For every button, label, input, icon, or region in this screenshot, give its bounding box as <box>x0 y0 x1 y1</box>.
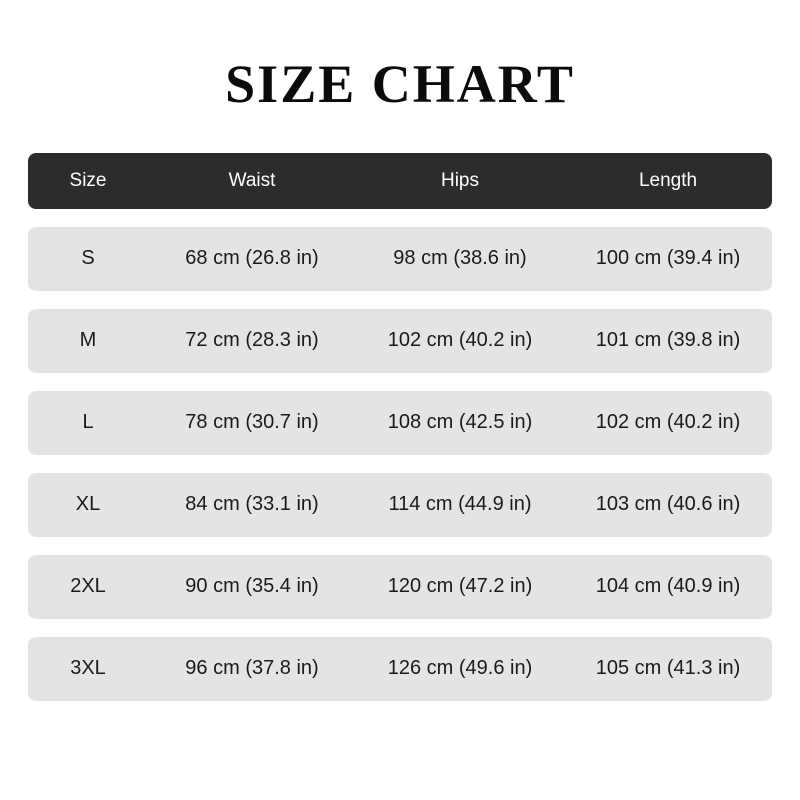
table-row <box>28 391 772 455</box>
column-header-hips: Hips <box>440 169 479 191</box>
cell-waist: 78 cm (30.7 in) <box>185 411 319 434</box>
column-header-size: Size <box>69 169 107 191</box>
cell-hips: 126 cm (49.6 in) <box>387 657 533 680</box>
cell-waist: 68 cm (26.8 in) <box>185 247 319 270</box>
cell-hips: 102 cm (40.2 in) <box>387 329 533 352</box>
table-row <box>28 309 772 373</box>
cell-size: S <box>81 247 95 270</box>
cell-size: M <box>79 329 97 352</box>
cell-length: 100 cm (39.4 in) <box>595 247 741 270</box>
cell-length: 103 cm (40.6 in) <box>595 493 741 516</box>
cell-length: 101 cm (39.8 in) <box>595 329 741 352</box>
cell-hips: 98 cm (38.6 in) <box>393 247 527 270</box>
cell-waist: 90 cm (35.4 in) <box>185 575 319 598</box>
cell-waist: 84 cm (33.1 in) <box>185 493 319 516</box>
table-row <box>28 227 772 291</box>
size-chart-table <box>28 153 772 701</box>
cell-size: 3XL <box>70 657 106 680</box>
cell-length: 105 cm (41.3 in) <box>595 657 741 680</box>
cell-size: XL <box>75 493 101 516</box>
table-header-row <box>28 153 772 209</box>
column-header-waist: Waist <box>228 169 276 191</box>
page-title: SIZE CHART <box>225 54 575 114</box>
cell-hips: 114 cm (44.9 in) <box>388 493 532 516</box>
cell-length: 102 cm (40.2 in) <box>595 411 741 434</box>
cell-waist: 96 cm (37.8 in) <box>185 657 319 680</box>
table-row <box>28 555 772 619</box>
table-row <box>28 473 772 537</box>
cell-size: L <box>82 411 94 434</box>
cell-size: 2XL <box>70 575 106 598</box>
table-row <box>28 637 772 701</box>
cell-waist: 72 cm (28.3 in) <box>185 329 319 352</box>
column-header-length: Length <box>638 169 698 191</box>
cell-length: 104 cm (40.9 in) <box>595 575 741 598</box>
cell-hips: 108 cm (42.5 in) <box>387 411 533 434</box>
cell-hips: 120 cm (47.2 in) <box>387 575 533 598</box>
